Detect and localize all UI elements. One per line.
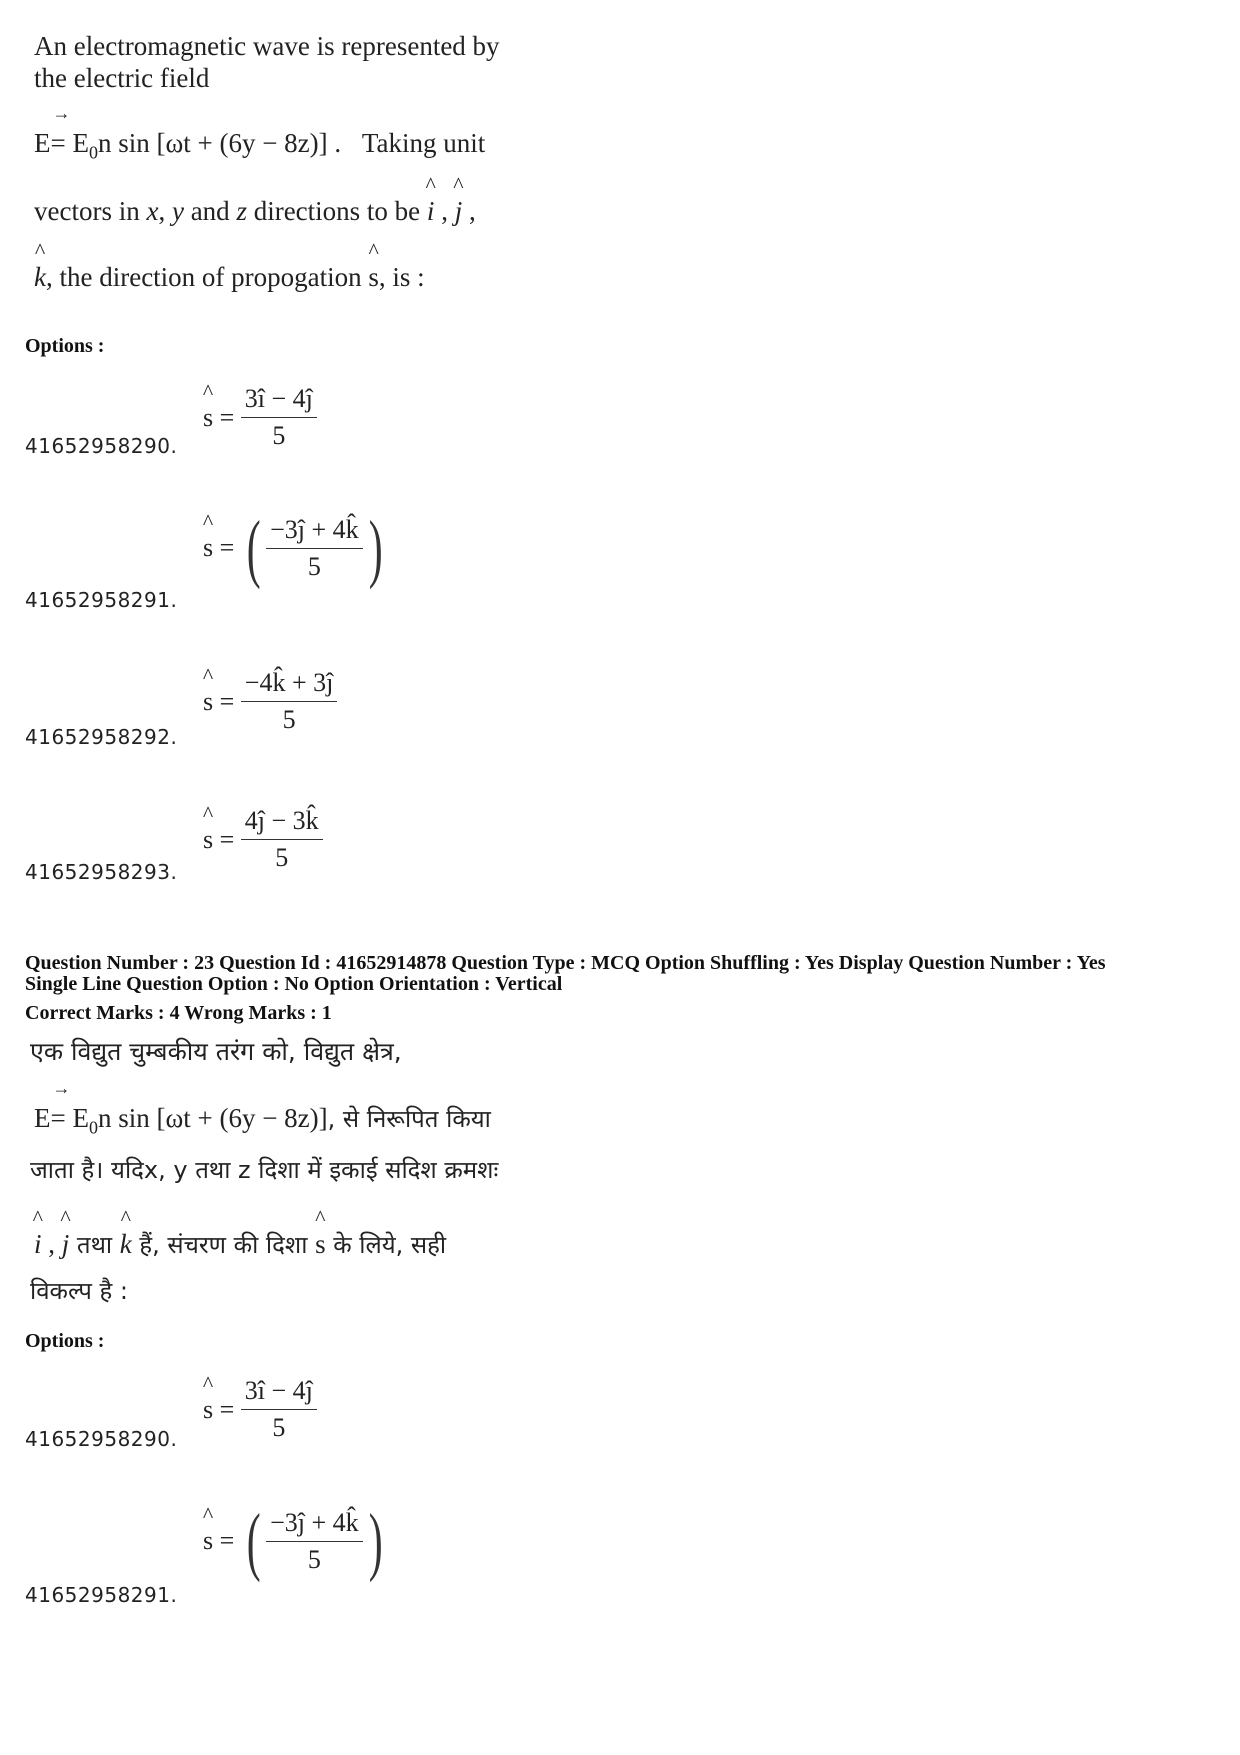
var-y: y [171,196,184,226]
line4-d: directions to be [246,196,427,226]
option-fraction [241,668,338,735]
options-label: Options : [25,335,105,357]
option-equation [203,668,337,735]
field-eq-text: E= E [34,128,89,158]
option-equation [203,806,323,873]
option-equation [203,1499,388,1583]
question-meta-line-2: Single Line Question Option : No Option Orientation : Vertical [25,973,563,995]
electric-field-equation [34,128,485,163]
option-denominator: 5 [272,1413,286,1442]
option-lhs: ^ s [203,1526,213,1556]
option-equation [203,384,317,451]
option-lhs: ^ s [203,687,213,717]
unit-vector-k: ^ k [120,1229,132,1260]
right-paren: ) [368,506,383,590]
option-numerator: 4ĵ − 3k̂ [241,806,323,840]
unit-vector-k: ^ k [34,262,46,293]
option-lhs: ^ s [203,1395,213,1425]
line4-a: vectors in [34,196,147,226]
option-denominator: 5 [307,1544,321,1574]
line5-c: , is : [378,262,425,292]
hindi-field-equation [34,1102,491,1138]
hindi-line4-c: के लिये, सही [325,1231,447,1259]
option-lhs: ^ s [203,403,213,433]
option-id[interactable]: 41652958290. [25,1427,178,1451]
right-paren: ) [368,1499,383,1583]
option-denominator: 5 [272,421,286,450]
option-fraction [241,384,317,451]
question-text-line-1: An electromagnetic wave is represented by [34,31,500,61]
question-text-line-5 [34,262,425,293]
option-lhs: ^ s [203,533,213,563]
option-numerator: 3î − 4ĵ [241,1376,317,1410]
option-id[interactable]: 41652958292. [25,725,178,749]
option-fraction [266,515,363,582]
option-id[interactable]: 41652958290. [25,434,178,458]
propagation-s: ^ s [315,1229,326,1260]
option-eq-sign: = [219,402,235,432]
question-text-line-4: vectors in x, y and z directions to be ^ i , ^ j , [34,196,476,227]
vector-e [34,1103,89,1134]
field-eq-text: E= E [34,1103,89,1133]
hindi-text-line-5: विकल्प है : [30,1277,129,1305]
option-id[interactable]: 41652958293. [25,860,178,884]
hindi-tail: , से निरूपित किया [327,1105,491,1133]
field-subscript: 0 [88,1117,98,1138]
question-text-line-2: the electric field [34,63,210,93]
left-paren: ( [246,506,261,590]
option-denominator: 5 [307,551,321,581]
field-rest: n sin [ωt + (6y − 8z)] [97,1103,328,1133]
field-subscript: 0 [88,142,98,163]
option-numerator: −4k̂ + 3ĵ [241,668,338,702]
hindi-line4-b: हैं, संचरण की दिशा [131,1231,316,1259]
field-rest: n sin [ωt + (6y − 8z)] . [97,128,342,158]
option-eq-sign: = [219,824,235,854]
var-x: x [146,196,159,226]
vector-e [34,128,89,159]
unit-vector-i: ^ i [34,1229,42,1260]
option-numerator: −3ĵ + 4k̂ [266,515,363,549]
line5-b: , the direction of propogation [45,262,369,292]
option-id[interactable]: 41652958291. [25,1583,178,1607]
option-eq-sign: = [219,533,235,562]
option-eq-sign: = [219,686,235,716]
var-z: z [236,196,247,226]
option-denominator: 5 [275,843,289,872]
hindi-line4-a: तथा [69,1231,120,1259]
option-numerator: 3î − 4ĵ [241,384,317,418]
propagation-s: ^ s [368,262,379,293]
line4-b: , [158,196,172,226]
option-numerator: −3ĵ + 4k̂ [266,1508,363,1542]
unit-vector-j: ^ j [455,196,463,227]
option-eq-sign: = [219,1394,235,1424]
option-fraction [241,806,323,873]
option-fraction [241,1376,317,1443]
hindi-text-line-3: जाता है। यदिx, y तथा z दिशा में इकाई सदिश क्रमशः [30,1156,499,1184]
unit-vector-j: ^ j [62,1229,70,1260]
unit-vector-i: ^ i [427,196,435,227]
option-fraction [266,1508,363,1575]
hindi-text-line-1: एक विद्युत चुम्बकीय तरंग को, विद्युत क्षेत्र, [30,1037,402,1066]
field-tail-text: Taking unit [361,128,486,158]
option-lhs: ^ s [203,825,213,855]
option-denominator: 5 [282,705,296,734]
option-equation [203,506,388,590]
line4-c: and [183,196,237,226]
marks-line: Correct Marks : 4 Wrong Marks : 1 [25,1002,332,1024]
option-eq-sign: = [219,1526,235,1555]
option-equation [203,1376,317,1443]
hindi-text-line-4: ^ i , ^ j तथा ^ k हैं, संचरण की दिशा ^ s के लिये, सही [34,1228,446,1261]
option-id[interactable]: 41652958291. [25,588,178,612]
question-meta-line-1: Question Number : 23 Question Id : 41652914878 Question Type : MCQ Option Shuffling : Yes Display Question Number : Yes [25,952,1106,974]
options-label: Options : [25,1330,105,1352]
left-paren: ( [246,1499,261,1583]
